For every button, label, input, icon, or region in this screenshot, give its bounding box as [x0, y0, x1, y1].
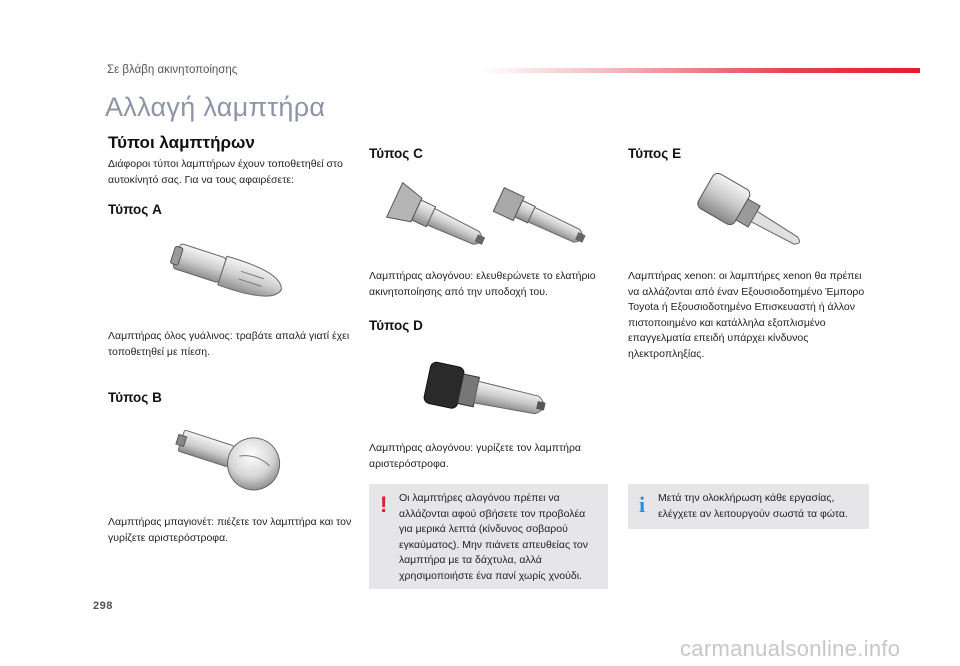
warning-text: Οι λαμπτήρες αλογόνου πρέπει να αλλάζονται αφού σβήσετε τον προβολέα για μερικά λεπτά (κίνδυνος σοβαρού εγκαύματος). Μην πιάνετε απευθείας τον λαμπτήρα με τα δάχτυλα, αλλά χρησιμοποιήστε ένα πανί χωρίς χνούδι. [399, 492, 589, 582]
info-notice [628, 484, 869, 529]
watermark: carmanualsonline.info [680, 636, 901, 661]
warning-notice [369, 484, 608, 589]
page-number: 298 [93, 600, 113, 612]
info-text: Μετά την ολοκλήρωση κάθε εργασίας, ελέγχετε αν λειτουργούν σωστά τα φώτα. [658, 492, 848, 520]
intro-text: Διάφοροι τύποι λαμπτήρων έχουν τοποθετηθεί στο αυτοκίνητό σας. Για να τους αφαιρέσετε: [108, 158, 343, 186]
warning-icon: ! [380, 492, 388, 517]
type-a-title: Τύπος A [108, 202, 162, 217]
header-accent-bar [480, 68, 920, 73]
breadcrumb: Σε βλάβη ακινητοποίησης [107, 64, 238, 76]
type-e-description: Λαμπτήρας xenon: οι λαμπτήρες xenon θα πρέπει να αλλάζονται από έναν Εξουσιοδοτημένο Έμπορο Toyota ή Εξουσιοδοτημένο Επισκευαστή ή άλλον πιστοποιημένο και κατάλληλα εξοπλισμένο επαγγελματία επειδή υπάρχει κίνδυνος ηλεκτροπληξίας. [628, 270, 865, 360]
page-title: Αλλαγή λαμπτήρα [105, 92, 326, 122]
type-c-title: Τύπος C [369, 146, 423, 161]
type-c-bulb-image-2 [488, 184, 603, 259]
type-a-bulb-image [160, 238, 300, 308]
type-e-bulb-image [690, 175, 820, 260]
type-d-title: Τύπος D [369, 318, 423, 333]
info-icon: i [639, 492, 646, 517]
type-d-bulb-image [420, 360, 560, 430]
type-b-title: Τύπος B [108, 390, 162, 405]
type-c-description: Λαμπτήρας αλογόνου: ελευθερώνετε το ελατήριο ακινητοποίησης από την υποδοχή του. [369, 270, 596, 298]
type-b-description: Λαμπτήρας μπαγιονέτ: πιέζετε τον λαμπτήρα και τον γυρίζετε αριστερόστροφα. [108, 516, 352, 544]
type-a-description: Λαμπτήρας όλος γυάλινος: τραβάτε απαλά γιατί έχει τοποθετηθεί με πίεση. [108, 330, 350, 358]
type-d-description: Λαμπτήρας αλογόνου: γυρίζετε τον λαμπτήρα αριστερόστροφα. [369, 442, 581, 470]
section-title: Τύποι λαμπτήρων [108, 133, 255, 152]
type-c-bulb-image-1 [380, 184, 500, 259]
type-b-bulb-image [172, 424, 292, 494]
type-e-title: Τύπος E [628, 146, 682, 161]
